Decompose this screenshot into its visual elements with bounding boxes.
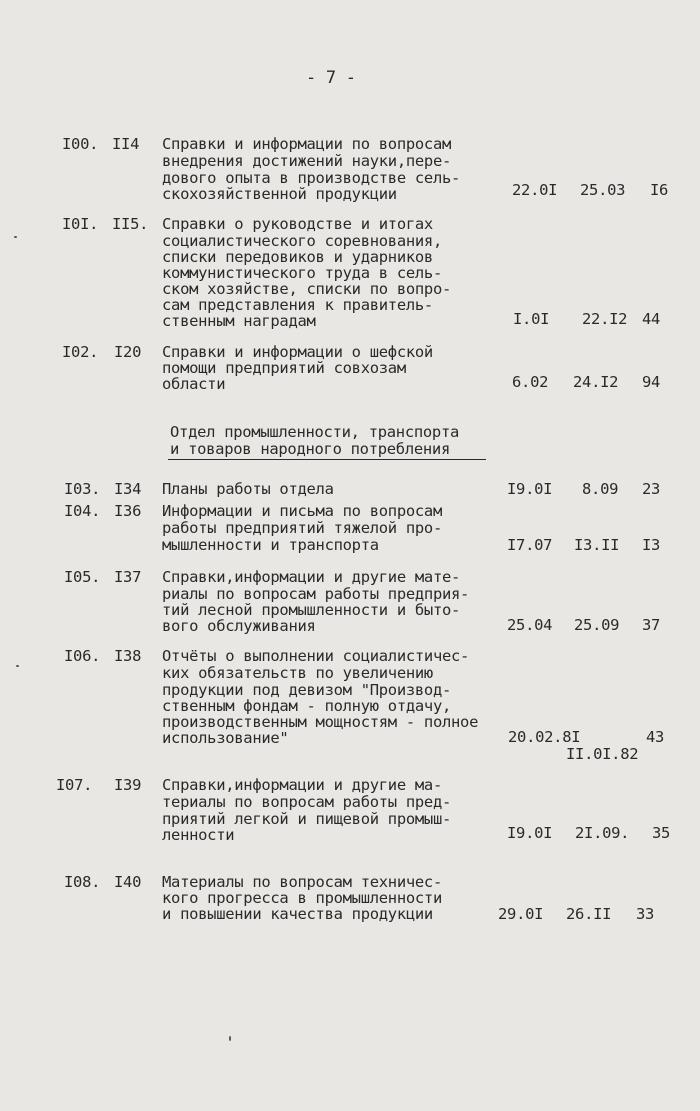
end-date: 2I.09.: [575, 824, 630, 842]
scan-speck: [16, 665, 19, 667]
page-number: - 7 -: [306, 68, 356, 88]
entry-title-line: Планы работы отдела: [162, 480, 334, 498]
sheet-count: I3: [642, 536, 661, 554]
entry-number: I0I.: [62, 215, 99, 233]
sheet-count: 33: [636, 905, 655, 923]
scan-speck: [229, 1036, 231, 1041]
end-date: 25.03: [580, 181, 626, 199]
entry-title-line: Справки,информации и другие мате-: [162, 568, 461, 586]
inventory-number: I36: [114, 502, 142, 520]
entry-title-line: использование": [162, 729, 289, 747]
start-date: I9.0I: [507, 824, 553, 842]
entry-title-line: продукции под девизом "Производ-: [162, 681, 452, 699]
end-date: 22.I2: [582, 310, 628, 328]
entry-title-line: ственным наградам: [162, 312, 316, 330]
end-date: 24.I2: [573, 373, 619, 391]
entry-title-line: приятий легкой и пищевой промыш-: [162, 810, 452, 828]
section-heading-line: Отдел промышленности, транспорта: [170, 423, 460, 441]
scan-speck: [14, 236, 17, 238]
sheet-count: 23: [642, 480, 661, 498]
entry-title-line: Информации и письма по вопросам: [162, 502, 442, 520]
entry-title-line: ственным фондам - полную отдачу,: [162, 697, 452, 715]
entry-title-line: сам представления к правитель-: [162, 296, 433, 314]
entry-title-line: социалистического соревнования,: [162, 232, 442, 250]
start-date: I7.07: [507, 536, 553, 554]
sheet-count: 37: [642, 616, 661, 634]
sheet-count: 44: [642, 310, 661, 328]
entry-title-line: и повышении качества продукции: [162, 905, 433, 923]
entry-title-line: териалы по вопросам работы пред-: [162, 793, 452, 811]
end-date: I3.II: [574, 536, 620, 554]
entry-title-line: Справки и информации по вопросам: [162, 135, 452, 153]
start-date: 22.0I: [512, 181, 558, 199]
entry-title-line: Отчёты о выполнении социалистичес-: [162, 647, 470, 665]
entry-title-line: коммунистического труда в сель-: [162, 264, 442, 282]
inventory-number: II5.: [112, 215, 149, 233]
inventory-number: II4: [112, 135, 140, 153]
entry-title-line: тий лесной промышленности и быто-: [162, 601, 461, 619]
start-date: 25.04: [507, 616, 553, 634]
start-date: I9.0I: [507, 480, 553, 498]
inventory-number: I20: [114, 343, 142, 361]
start-date: 29.0I: [498, 905, 544, 923]
end-date: II.0I.82: [566, 745, 639, 763]
entry-title-line: Материалы по вопросам техничес-: [162, 873, 442, 891]
entry-title-line: ленности: [162, 826, 235, 844]
entry-title-line: Справки о руководстве и итогах: [162, 215, 433, 233]
start-date: 6.02: [512, 373, 549, 391]
end-date: 25.09: [574, 616, 620, 634]
entry-number: I08.: [64, 873, 101, 891]
entry-title-line: помощи предприятий совхозам: [162, 359, 406, 377]
entry-title-line: области: [162, 375, 226, 393]
entry-number: I03.: [64, 480, 101, 498]
inventory-number: I39: [114, 776, 142, 794]
entry-title-line: списки передовиков и ударников: [162, 248, 433, 266]
entry-number: I02.: [62, 343, 99, 361]
sheet-count: 35: [652, 824, 671, 842]
entry-title-line: работы предприятий тяжелой про-: [162, 519, 442, 537]
entry-title-line: дового опыта в производстве сель-: [162, 169, 461, 187]
start-date: I.0I: [513, 310, 550, 328]
entry-title-line: кого прогресса в промышленности: [162, 889, 442, 907]
entry-title-line: Справки и информации о шефской: [162, 343, 433, 361]
end-date: 8.09: [582, 480, 619, 498]
sheet-count: 43: [646, 728, 665, 746]
entry-title-line: скохозяйственной продукции: [162, 185, 397, 203]
start-date: 20.02.8I: [508, 728, 581, 746]
inventory-number: I37: [114, 568, 142, 586]
end-date: 26.II: [566, 905, 612, 923]
entry-title-line: мышленности и транспорта: [162, 536, 379, 554]
entry-title-line: производственным мощностям - полное: [162, 713, 479, 731]
section-heading-line: и товаров народного потребления: [170, 440, 450, 458]
sheet-count: I6: [650, 181, 669, 199]
entry-number: I04.: [64, 502, 101, 520]
entry-title-line: вого обслуживания: [162, 617, 316, 635]
inventory-number: I34: [114, 480, 142, 498]
sheet-count: 94: [642, 373, 661, 391]
entry-number: I05.: [64, 568, 101, 586]
entry-title-line: внедрения достижений науки,пере-: [162, 152, 452, 170]
entry-title-line: Справки,информации и другие ма-: [162, 776, 442, 794]
entry-title-line: ких обязательств по увеличению: [162, 664, 433, 682]
inventory-number: I40: [114, 873, 142, 891]
inventory-number: I38: [114, 647, 142, 665]
section-heading-underline: [168, 459, 486, 460]
entry-title-line: ском хозяйстве, списки по вопро-: [162, 280, 452, 298]
entry-number: I00.: [62, 135, 99, 153]
entry-number: I07.: [56, 776, 93, 794]
entry-title-line: риалы по вопросам работы предприя-: [162, 585, 470, 603]
entry-number: I06.: [64, 647, 101, 665]
